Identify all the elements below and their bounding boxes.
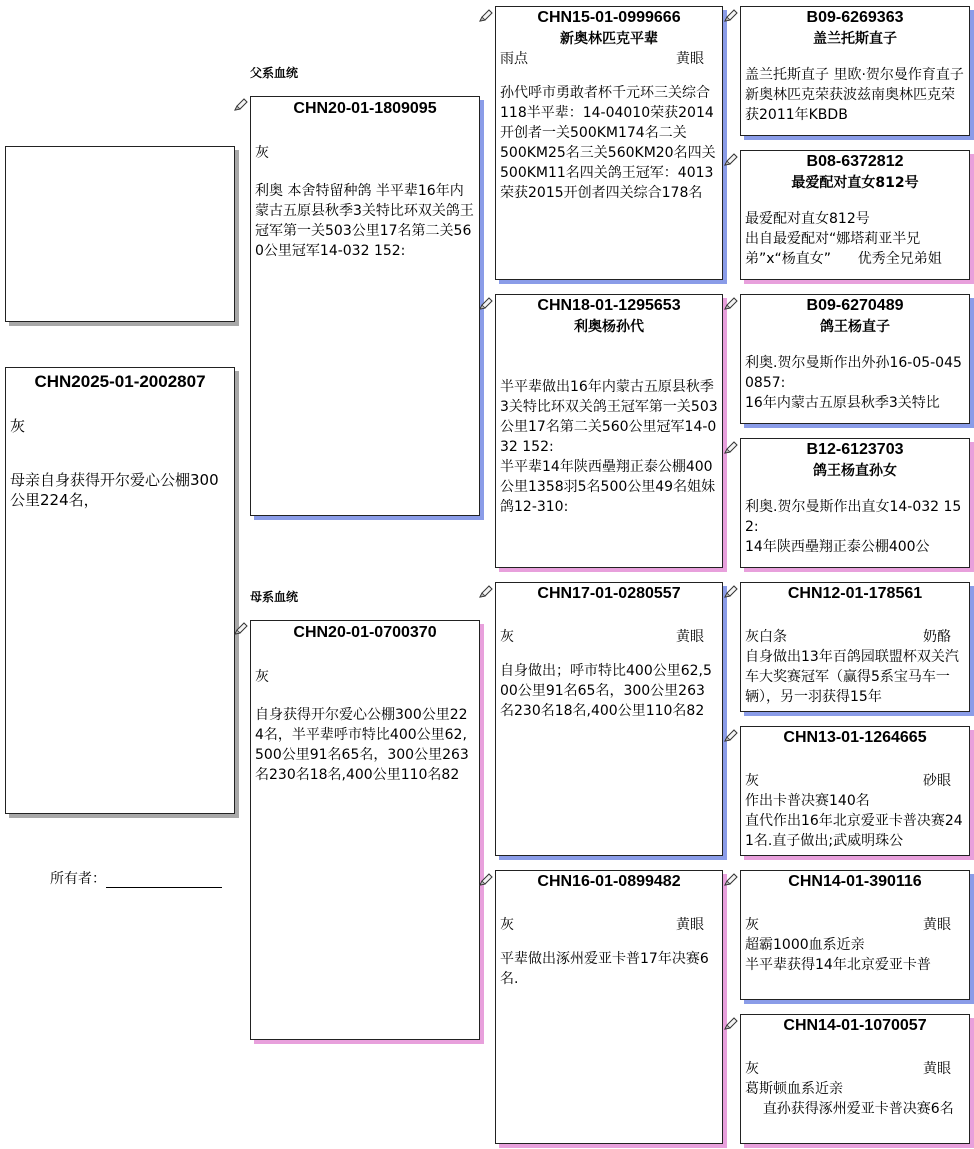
sdd-ring: B12-6123703	[806, 441, 904, 458]
dsd-ring: CHN13-01-1264665	[783, 729, 927, 746]
edit-pen-icon[interactable]	[479, 296, 493, 310]
dss-note: 自身做出13年百鸽园联盟杯双关汽车大奖赛冠军（赢得5系宝马车一辆），另一羽获得15年	[745, 649, 959, 705]
subject-note: 母亲自身获得开尔爱心公棚300公里224名，	[10, 471, 219, 509]
sss-card[interactable]	[740, 6, 970, 136]
ss-name: 新奥林匹克平辈	[560, 31, 658, 47]
ssd-ring: B08-6372812	[806, 153, 904, 170]
sire-note: 利奥 本舍特留种鸽 半平辈16年内蒙古五原县秋季3关特比环双关鸽王冠军第一关503公里17名第二关560公里冠军14-032 152:	[255, 183, 474, 259]
dam-card[interactable]	[250, 620, 480, 1040]
dd-eye: 黄眼	[676, 917, 704, 933]
ddd-ring: CHN14-01-1070057	[783, 1017, 927, 1034]
owner-line[interactable]	[106, 873, 222, 888]
edit-pen-icon[interactable]	[479, 584, 493, 598]
dd-card[interactable]	[495, 870, 723, 1144]
sdd-name: 鸽王杨直孙女	[813, 463, 897, 479]
ddd-note: 葛斯顿血系近亲 直孙获得涿州爱亚卡普决赛6名	[745, 1081, 954, 1117]
ddd-eye: 黄眼	[923, 1061, 951, 1077]
dsd-note: 作出卡普决赛140名 直代作出16年北京爱亚卡普决赛241名.直子做出;武威明珠公	[745, 793, 963, 849]
edit-pen-icon[interactable]	[724, 8, 738, 22]
dds-eye: 黄眼	[923, 917, 951, 933]
sd-ring: CHN18-01-1295653	[537, 297, 681, 314]
dd-ring: CHN16-01-0899482	[537, 873, 681, 890]
dsd-card[interactable]	[740, 726, 970, 856]
ds-note: 自身做出；呼市特比400公里62,500公里91名65名，300公里263名230名18名,400公里110名82	[500, 663, 712, 719]
dss-ring: CHN12-01-178561	[787, 585, 923, 602]
sire-card[interactable]	[250, 96, 480, 516]
ds-eye: 黄眼	[676, 629, 704, 645]
owner-label: 所有者：	[50, 871, 106, 887]
sss-ring: B09-6269363	[806, 9, 904, 26]
ss-color: 雨点	[500, 51, 528, 67]
sd-card[interactable]	[495, 294, 723, 568]
dsd-eye: 砂眼	[923, 773, 951, 789]
dds-card[interactable]	[740, 870, 970, 1000]
sss-note: 盖兰托斯直子 里欧·贺尔曼作育直子新奥林匹克荣获波兹南奥林匹克荣获2011年KBDB	[745, 67, 964, 123]
ss-eye: 黄眼	[676, 51, 704, 67]
sds-card[interactable]	[740, 294, 970, 424]
dss-eye: 奶酪	[923, 629, 951, 645]
sire-line-label: 父系血统	[250, 66, 299, 80]
edit-pen-icon[interactable]	[724, 728, 738, 742]
sds-ring: B09-6270489	[806, 297, 904, 314]
ss-note: 孙代呼市勇敢者杯千元环三关综合118半平辈：14-04010荣获2014开创者一关500KM174名二关 500KM25名三关560KM20名四关 500KM11名四关鸽王冠军：4013荣获2015开创者四关综合178名	[500, 85, 716, 201]
sd-name: 利奥杨孙代	[574, 319, 644, 335]
edit-pen-icon[interactable]	[724, 296, 738, 310]
edit-pen-icon[interactable]	[724, 440, 738, 454]
owner-field	[50, 868, 222, 888]
subject-color: 灰	[10, 417, 26, 435]
edit-pen-icon[interactable]	[234, 97, 248, 111]
sdd-note: 利奥.贺尔曼斯作出直女14-032 152: 14年陕西壘翔正泰公棚400公	[745, 499, 962, 555]
ssd-note: 最爱配对直女812号 出自最爱配对“娜塔莉亚半兄弟”x“杨直女” 优秀全兄弟姐	[745, 211, 942, 267]
dds-color: 灰	[745, 917, 759, 933]
ssd-card[interactable]	[740, 150, 970, 280]
dsd-color: 灰	[745, 773, 759, 789]
subject-card[interactable]	[5, 367, 235, 814]
edit-pen-icon[interactable]	[479, 872, 493, 886]
dam-color: 灰	[255, 669, 269, 685]
ds-card[interactable]	[495, 582, 723, 856]
edit-pen-icon[interactable]	[479, 8, 493, 22]
edit-pen-icon[interactable]	[724, 872, 738, 886]
sire-color: 灰	[255, 145, 269, 161]
sds-note: 利奥.贺尔曼斯作出外孙16-05-0450857: 16年内蒙古五原县秋季3关特比	[745, 355, 962, 411]
dd-color: 灰	[500, 917, 514, 933]
sd-note: 半平辈做出16年内蒙古五原县秋季3关特比环双关鸽王冠军第一关503公里17名第二关560公里冠军14-032 152: 半平辈14年陕西壘翔正泰公棚400公里1358羽5名500公里49名姐妹鸽12-310:	[500, 379, 718, 515]
dds-note: 超霸1000血系近亲 半平辈获得14年北京爱亚卡普	[745, 937, 931, 973]
dam-line-label: 母系血统	[250, 590, 299, 604]
sss-name: 盖兰托斯直子	[813, 31, 897, 47]
dss-color: 灰白条	[745, 629, 787, 645]
sire-ring: CHN20-01-1809095	[293, 100, 437, 117]
photo-frame	[5, 146, 235, 322]
dam-note: 自身获得开尔爱心公棚300公里224名，半平辈呼市特比400公里62,500公里91名65名，300公里263名230名18名,400公里110名82	[255, 707, 469, 783]
sdd-card[interactable]	[740, 438, 970, 568]
subject-ring: CHN2025-01-2002807	[34, 372, 206, 391]
dds-ring: CHN14-01-390116	[788, 873, 922, 890]
ss-ring: CHN15-01-0999666	[537, 9, 681, 26]
edit-pen-icon[interactable]	[234, 621, 248, 635]
ss-card[interactable]	[495, 6, 723, 280]
dam-ring: CHN20-01-0700370	[293, 624, 437, 641]
dd-note: 平辈做出涿州爱亚卡普17年决赛6名.	[500, 951, 709, 987]
dss-card[interactable]	[740, 582, 970, 712]
ssd-name: 最爱配对直女812号	[791, 175, 919, 191]
ds-color: 灰	[500, 629, 514, 645]
sds-name: 鸽王杨直子	[820, 319, 890, 335]
edit-pen-icon[interactable]	[724, 584, 738, 598]
ds-ring: CHN17-01-0280557	[537, 585, 681, 602]
edit-pen-icon[interactable]	[724, 1016, 738, 1030]
ddd-card[interactable]	[740, 1014, 970, 1144]
ddd-color: 灰	[745, 1061, 759, 1077]
edit-pen-icon[interactable]	[724, 152, 738, 166]
